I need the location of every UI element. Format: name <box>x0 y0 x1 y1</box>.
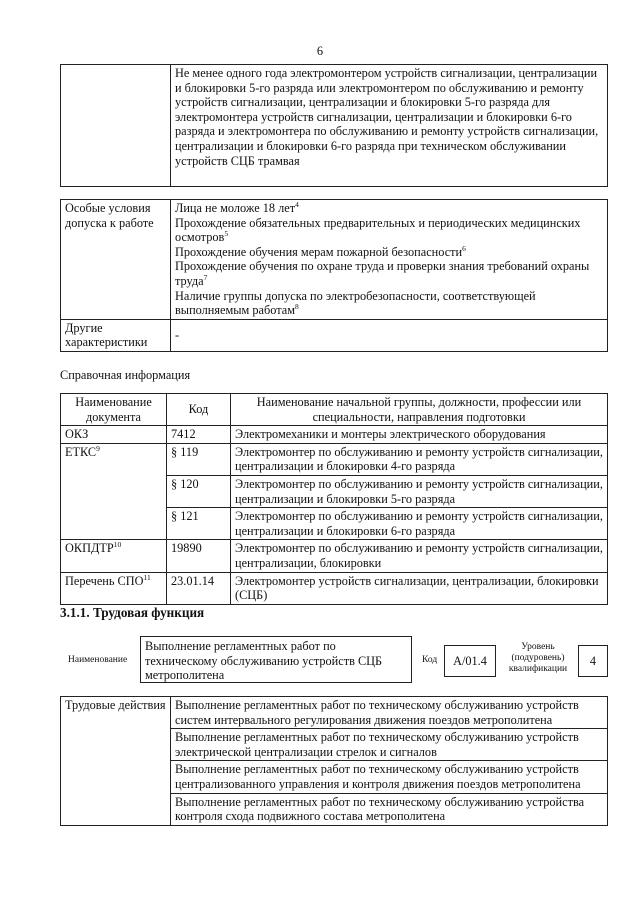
header-doc: Наименование документа <box>61 394 167 426</box>
name-cell: Электромонтер по обслуживанию и ремонту устройств сигнализации, централизации, блокировки <box>231 540 608 572</box>
conditions-list <box>171 200 608 320</box>
name-cell: Электромеханики и монтеры электрического оборудования <box>231 426 608 444</box>
table-row <box>61 426 608 444</box>
condition-item: Прохождение обучения по охране труда и проверки знания требований охраны труда$^7$ <box>175 259 590 288</box>
condition-item: Прохождение обучения мерам пожарной безопасности$^6$ <box>175 243 466 259</box>
function-level-value: 4 <box>578 645 608 677</box>
page-number: 6 <box>316 44 324 58</box>
doc-cell: ЕТКС$^9$ <box>61 443 167 540</box>
actions-label: Трудовые действия <box>61 697 171 826</box>
function-code-value: А/01.4 <box>444 645 496 677</box>
name-cell: Электромонтер по обслуживанию и ремонту устройств сигнализации, централизации и блокировки 4-го разряда <box>231 443 608 475</box>
doc-cell: Перечень СПО$^{11}$ <box>61 572 167 604</box>
condition-item: Лица не моложе 18 лет$^4$ <box>175 199 299 215</box>
reference-heading: Справочная информация <box>60 368 191 382</box>
table-row <box>61 697 608 729</box>
conditions-label: Особые условия допуска к работе <box>61 200 171 320</box>
function-level-label: Уровень (подуровень) квалификации <box>508 642 568 674</box>
condition-item: Прохождение обязательных предварительных и периодических медицинских осмотров$^5$ <box>175 215 581 245</box>
action-item: Выполнение регламентных работ по техническому обслуживанию устройств централизованного управления и контроля движения поездов метрополитена <box>171 761 608 793</box>
name-cell: Электромонтер по обслуживанию и ремонту устройств сигнализации, централизации и блокировки 6-го разряда <box>231 508 608 540</box>
code-cell: § 119 <box>167 443 231 475</box>
doc-cell: ОКПДТР$^{10}$ <box>61 540 167 572</box>
action-item: Выполнение регламентных работ по техническому обслуживанию устройств электрической централизации стрелок и сигналов <box>171 729 608 761</box>
name-cell: Электромонтер по обслуживанию и ремонту устройств сигнализации, централизации и блокировки 5-го разряда <box>231 475 608 507</box>
code-cell: 23.01.14 <box>167 572 231 604</box>
table-row <box>61 443 608 475</box>
qualification-label-cell <box>61 65 171 187</box>
code-cell: 7412 <box>167 426 231 444</box>
doc-cell: ОКЗ <box>61 426 167 444</box>
name-cell: Электромонтер устройств сигнализации, централизации, блокировки (СЦБ) <box>231 572 608 604</box>
code-cell: 19890 <box>167 540 231 572</box>
action-item: Выполнение регламентных работ по техническому обслуживанию устройства контроля схода подвижного состава метрополитена <box>171 793 608 825</box>
function-code-label: Код <box>422 655 438 665</box>
other-characteristics-value: - <box>171 319 608 351</box>
qualification-text: Не менее одного года электромонтером устройств сигнализации, централизации и блокировки 5-го разряда или электромонтером по обслуживанию и ремонту устройств сигнализации, централизации и блокировки 5-го разряда для электромонтера устройств сигнализации, централизации и блокировки 6-го разряда и электромонтера по обслуживанию и ремонту устройств сигнализации, централизации и блокировки 6-го разряда при техническом обслуживании устройств СЦБ трамвая <box>171 65 608 187</box>
conditions-table <box>60 199 608 352</box>
table-row <box>61 540 608 572</box>
function-heading: 3.1.1. Трудовая функция <box>60 605 205 620</box>
function-name-label: Наименование <box>68 655 128 665</box>
actions-table <box>60 696 608 826</box>
action-item: Выполнение регламентных работ по техническому обслуживанию устройств систем интервального регулирования движения поездов метрополитена <box>171 697 608 729</box>
code-cell: § 120 <box>167 475 231 507</box>
code-cell: § 121 <box>167 508 231 540</box>
reference-table <box>60 393 608 605</box>
table-row <box>61 572 608 604</box>
qualification-table <box>60 64 608 187</box>
condition-item: Наличие группы допуска по электробезопасности, соответствующей выполняемым работам$^8$ <box>175 288 536 318</box>
function-name-value: Выполнение регламентных работ по техническому обслуживанию устройств СЦБ метрополитена <box>140 636 412 683</box>
other-characteristics-label: Другие характеристики <box>61 319 171 351</box>
header-name: Наименование начальной группы, должности, профессии или специальности, направления подготовки <box>231 394 608 426</box>
header-code: Код <box>167 394 231 426</box>
